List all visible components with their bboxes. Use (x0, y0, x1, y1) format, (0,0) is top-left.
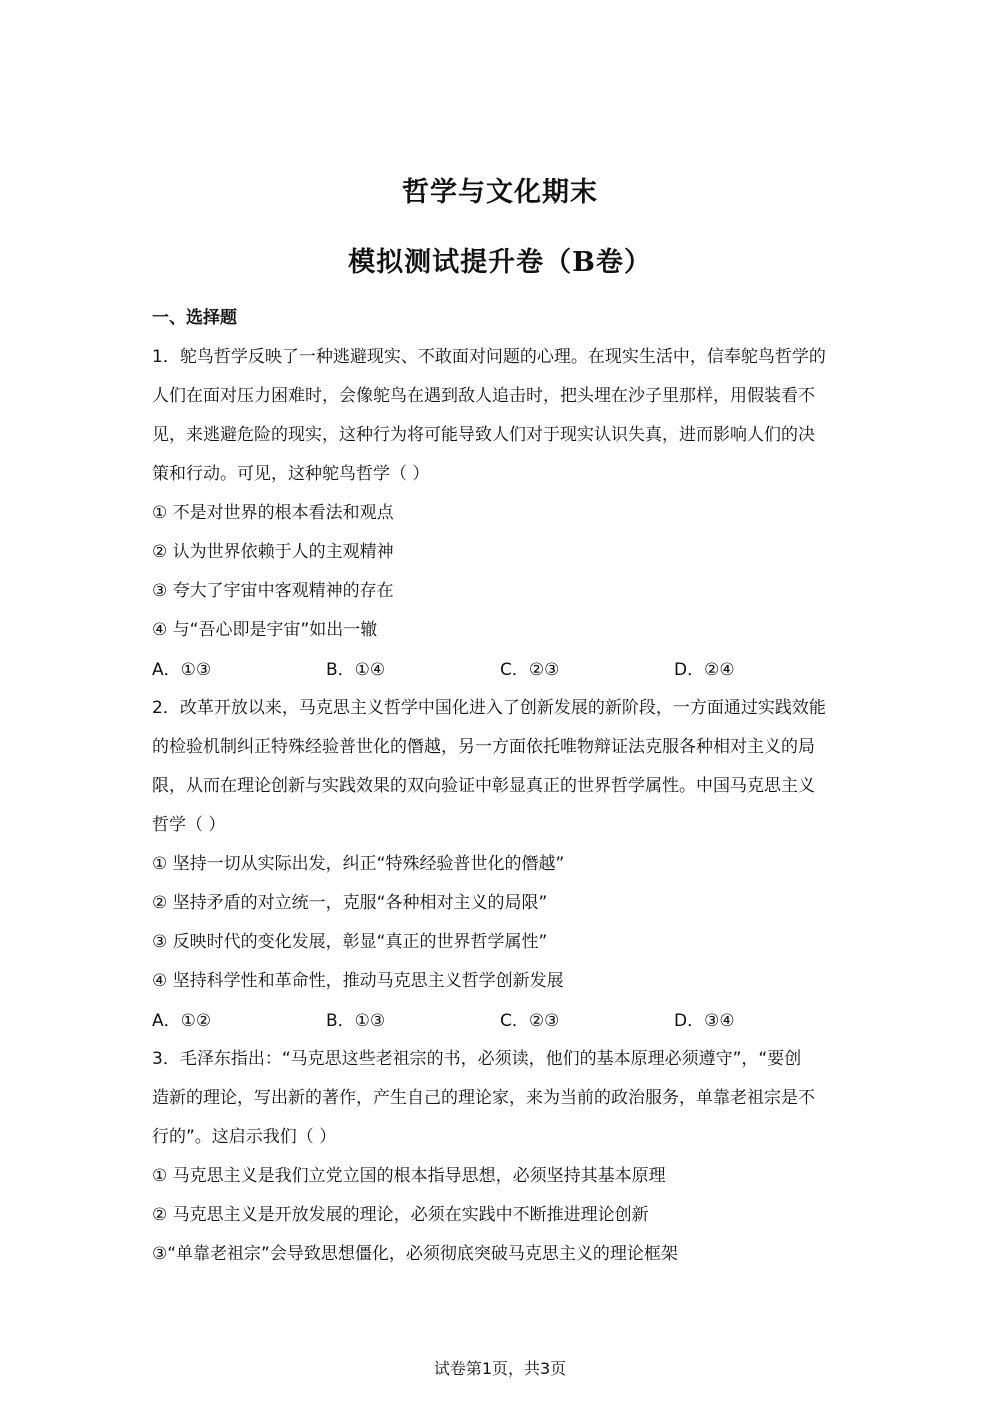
question-3-stem-line: 3．毛泽东指出：“马克思这些老祖宗的书，必须读，他们的基本原理必须遵守”，“要创 (152, 1049, 802, 1069)
question-2-stem-line: 限，从而在理论创新与实践效果的双向验证中彰显真正的世界哲学属性。中国马克思主义 (152, 776, 815, 796)
choice-d[interactable] (674, 1001, 848, 1040)
question-2-statement: ④ 坚持科学性和革命性，推动马克思主义哲学创新发展 (152, 971, 564, 991)
exam-title: 哲学与文化期末 (402, 177, 598, 208)
question-2 (152, 689, 852, 1040)
question-3-statement: ② 马克思主义是开放发展的理论，必须在实践中不断推进理论创新 (152, 1205, 649, 1225)
question-2-statement: ③ 反映时代的变化发展，彰显“真正的世界哲学属性” (152, 932, 548, 952)
question-3-stem-line: 造新的理论，写出新的著作，产生自己的理论家，来为当前的政治服务，单靠老祖宗是不 (152, 1088, 815, 1108)
section-heading: 一、选择题 (152, 308, 237, 328)
choice-value: ①② (180, 1011, 212, 1031)
choice-value: ①④ (354, 660, 386, 680)
question-1-stem-line: 人们在面对压力困难时，会像鸵鸟在遇到敌人追击时，把头埋在沙子里那样，用假装看不 (152, 386, 815, 406)
choice-a[interactable] (152, 1001, 326, 1040)
question-list (152, 338, 852, 1274)
choice-a[interactable] (152, 650, 326, 689)
choice-b[interactable] (326, 1001, 500, 1040)
question-1-stem-line: 策和行动。可见，这种鸵鸟哲学（ ） (152, 464, 430, 484)
choice-d[interactable] (674, 650, 848, 689)
choice-c[interactable] (500, 1001, 674, 1040)
choice-label: B． (326, 1011, 355, 1031)
choice-label: A． (152, 1011, 181, 1031)
question-1-stem-line: 1．鸵鸟哲学反映了一种逃避现实、不敢面对问题的心理。在现实生活中，信奉鸵鸟哲学的 (152, 347, 826, 367)
question-2-stem-line: 2．改革开放以来，马克思主义哲学中国化进入了创新发展的新阶段，一方面通过实践效能 (152, 698, 826, 718)
question-1-statement: ② 认为世界依赖于人的主观精神 (152, 542, 394, 562)
choice-value: ②④ (704, 660, 735, 680)
question-3 (152, 1040, 852, 1274)
question-2-stem-line: 哲学（ ） (152, 815, 226, 835)
question-3-statement: ③“单靠老祖宗”会导致思想僵化，必须彻底突破马克思主义的理论框架 (152, 1244, 678, 1264)
choice-b[interactable] (326, 650, 500, 689)
choice-value: ①③ (354, 1011, 386, 1031)
choice-label: A． (152, 660, 181, 680)
question-1-statement: ① 不是对世界的根本看法和观点 (152, 503, 394, 523)
choice-value: ②③ (528, 660, 560, 680)
question-2-stem-line: 的检验机制纠正特殊经验普世化的僭越，另一方面依托唯物辩证法克服各种相对主义的局 (152, 737, 815, 757)
question-2-statement: ① 坚持一切从实际出发，纠正“特殊经验普世化的僭越” (152, 854, 565, 874)
question-3-statement: ① 马克思主义是我们立党立国的根本指导思想，必须坚持其基本原理 (152, 1166, 666, 1186)
choice-value: ③④ (704, 1011, 735, 1031)
choice-value: ②③ (528, 1011, 560, 1031)
exam-subtitle: 模拟测试提升卷（B卷） (348, 247, 652, 278)
question-1-choices (152, 650, 852, 689)
question-2-choices (152, 1001, 852, 1040)
question-1 (152, 338, 852, 689)
question-2-statement: ② 坚持矛盾的对立统一，克服“各种相对主义的局限” (152, 893, 548, 913)
choice-label: C． (500, 1011, 529, 1031)
page-footer: 试卷第1页，共3页 (433, 1359, 567, 1378)
question-1-statement: ④ 与“吾心即是宇宙”如出一辙 (152, 620, 378, 640)
question-1-stem-line: 见，来逃避危险的现实，这种行为将可能导致人们对于现实认识失真，进而影响人们的决 (152, 425, 815, 445)
choice-label: B． (326, 660, 355, 680)
question-3-stem-line: 行的”。这启示我们（ ） (152, 1127, 337, 1147)
choice-c[interactable] (500, 650, 674, 689)
choice-label: D． (674, 1011, 705, 1031)
choice-label: D． (674, 660, 705, 680)
question-1-statement: ③ 夸大了宇宙中客观精神的存在 (152, 581, 394, 601)
choice-value: ①③ (180, 660, 212, 680)
choice-label: C． (500, 660, 529, 680)
